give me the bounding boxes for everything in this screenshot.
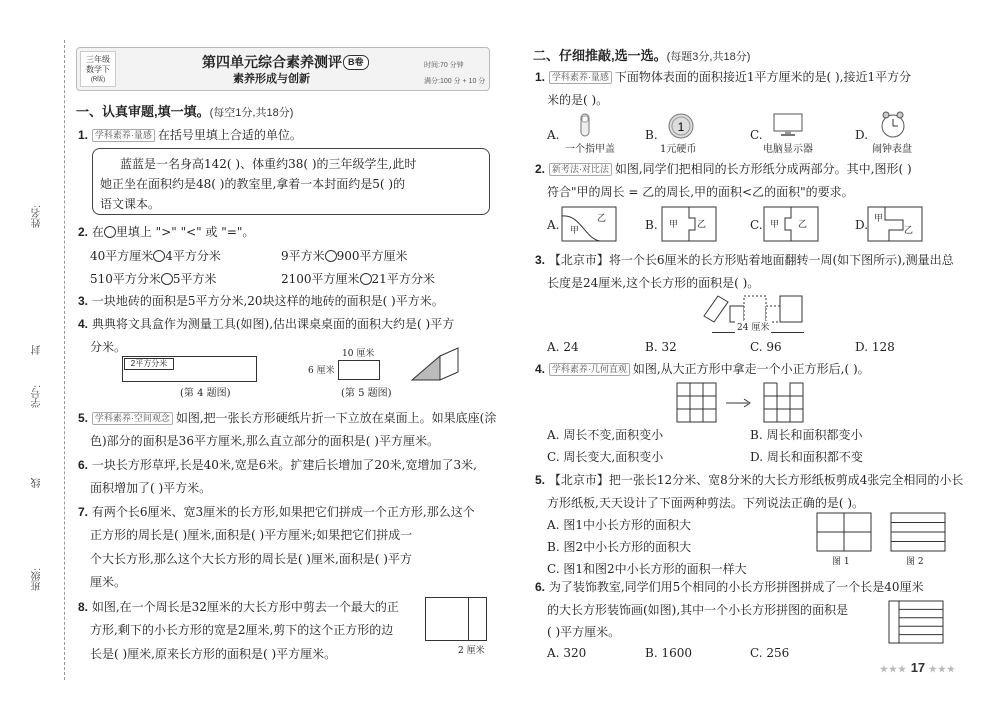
r6-line-3: ( )平方厘米。 (547, 625, 621, 639)
r1-tag: 学科素养·量感 (549, 71, 612, 84)
q2-item-1 (90, 249, 221, 264)
r6-option-a[interactable] (547, 646, 586, 661)
option-letter: B. (547, 540, 560, 554)
q3-number: 3. (78, 294, 89, 308)
q2-left: 40平方厘米 (90, 249, 154, 263)
star-decoration-icon: ★★★ (928, 664, 956, 674)
answer-circle[interactable] (153, 250, 165, 262)
q7-line-4: 厘米。 (90, 575, 127, 589)
r1-option-d[interactable] (855, 128, 868, 143)
q2-right: 21平方分米 (371, 272, 435, 286)
r1-line-1: 下面物体表面的面积接近1平方厘米的是( ),接近1平方分 (614, 70, 912, 84)
r2 (535, 162, 912, 177)
r5-figure-1 (816, 512, 872, 552)
option-letter: A. (547, 646, 560, 660)
option-letter: D. (750, 450, 764, 464)
q2-right: 900平方厘米 (336, 249, 408, 263)
arrow-right-icon (724, 396, 754, 410)
q4-line-1: 典典将文具盒作为测量工具(如图),估出课桌桌面的面积大约是( )平方 (91, 317, 455, 331)
r1-option-c[interactable] (750, 128, 763, 143)
r5 (535, 473, 963, 488)
fig4-caption: (第 4 题图) (180, 388, 231, 399)
q2-item-2 (281, 249, 408, 264)
r2-option-b[interactable]: B. (645, 218, 658, 232)
r4-option-b[interactable] (750, 428, 862, 443)
q3-text: 一块地砖的面积是5平方分米,20块这样的地砖的面积是( )平方米。 (91, 294, 444, 308)
fingernail-icon (575, 112, 595, 138)
option-value: 128 (871, 340, 895, 354)
option-value: 96 (766, 340, 782, 354)
yi-label: 乙 (904, 226, 914, 236)
pencil-case-rect: 2平方分米 (124, 358, 174, 370)
q2-pre: 在 (91, 225, 104, 239)
r2-option-a[interactable]: A. (547, 218, 560, 232)
grade-box (80, 51, 116, 87)
r4-number: 4. (535, 362, 546, 376)
q2-right: 4平方分米 (165, 249, 221, 263)
option-letter: C. (750, 128, 763, 142)
line-label: 线 (32, 478, 43, 488)
student-no-label: 学号: (32, 385, 43, 408)
r6-figure (888, 600, 944, 644)
r3-option-a[interactable] (547, 340, 579, 355)
r4-option-d[interactable] (750, 450, 863, 465)
r1-option-b[interactable] (645, 128, 658, 143)
q2-left: 9平方米 (281, 249, 325, 263)
r5-option-a[interactable] (547, 518, 691, 533)
q6-line-2: 面积增加了( )平方米。 (90, 481, 212, 495)
q2-item-3 (90, 272, 217, 287)
q7-line-3: 个大长方形,那么这个大长方形的周长是( )厘米,面积是( )平方 (90, 552, 412, 566)
option-value: 32 (661, 340, 677, 354)
q8-number: 8. (78, 600, 89, 614)
q7-line-2: 正方形的周长是( )厘米,面积是( )平方厘米;如果把它们拼成一 (90, 528, 413, 542)
option-letter: A. (547, 340, 560, 354)
r1-number: 1. (535, 70, 546, 84)
yi-label: 乙 (798, 220, 808, 230)
r2-line-1: 如图,同学们把相同的长方形纸分成两部分。其中,图形( ) (614, 162, 912, 176)
option-letter: B. (645, 646, 658, 660)
option-value: 周长和面积都变小 (766, 428, 863, 442)
r6-line-2: 的大长方形装饰画(如图),其中一个小长方形拼图的面积是 (547, 603, 849, 617)
q2-left: 2100平方厘米 (281, 272, 360, 286)
option-value: 24 (563, 340, 579, 354)
page-number (880, 660, 956, 675)
cardboard-rect (338, 360, 380, 380)
r1-option-b-label: 1元硬币 (660, 144, 697, 155)
q5-line-1: 如图,把一张长方形硬纸片折一下立放在桌面上。如果底座(涂 (175, 411, 497, 425)
answer-circle[interactable] (161, 273, 173, 285)
section1-title (76, 104, 293, 121)
section2-title-text: 二、仔细推敲,选一选。 (533, 48, 667, 63)
monitor-icon (772, 112, 804, 138)
page-number-value: 17 (910, 660, 926, 675)
r3-option-b[interactable] (645, 340, 677, 355)
seal-label: 封 (32, 345, 43, 355)
r5-number: 5. (535, 473, 546, 487)
star-decoration-icon: ★★★ (879, 664, 908, 674)
r5-line-2: 方形纸板,天天设计了下面两种剪法。下列说法正确的是( )。 (547, 496, 864, 510)
q1-tag: 学科素养·量感 (92, 129, 155, 142)
q1-story-line: 她正坐在面积约是48( )的教室里,拿着一本封面约是5( )的 (100, 177, 406, 191)
r3-region: 【北京市】 (548, 253, 609, 267)
option-value: 周长不变,面积变小 (563, 428, 664, 442)
option-value: 周长和面积都不变 (766, 450, 863, 464)
r2-number: 2. (535, 162, 546, 176)
q2 (78, 225, 254, 240)
r1 (535, 70, 911, 85)
r4-option-a[interactable] (547, 428, 663, 443)
option-letter: B. (645, 340, 658, 354)
q3 (78, 294, 444, 309)
q5-tag: 学科素养·空间观念 (92, 412, 173, 425)
r3-line-2: 长度是24厘米,这个长方形的面积是( )。 (547, 276, 760, 290)
option-letter: D. (855, 340, 869, 354)
r5-option-c[interactable] (547, 562, 747, 577)
option-letter: B. (750, 428, 763, 442)
option-letter: C. (750, 646, 763, 660)
grade: 三年级 (86, 55, 110, 64)
q1-story-line: 蓝蓝是一名身高142( )、体重约38( )的三年级学生,此时 (120, 157, 417, 171)
r4-option-c[interactable] (547, 450, 663, 465)
time-info: 时间:70 分钟 (424, 62, 464, 69)
fig2-label: 图 2 (906, 557, 924, 567)
r6 (535, 580, 924, 595)
q4 (78, 317, 454, 332)
r3-fig-label: 24 厘米 (735, 321, 771, 336)
q2-item-4 (281, 272, 435, 287)
q8-line-2: 方形,剩下的小长方形的宽是2厘米,剪下的这个正方形的边 (90, 623, 394, 637)
r3-number: 3. (535, 253, 546, 267)
q7 (78, 505, 475, 520)
q4-line-2: 分米。 (90, 340, 127, 354)
option-letter: C. (750, 340, 763, 354)
q8-line-3: 长是( )厘米,原来长方形的面积是( )平方厘米。 (90, 647, 337, 661)
option-value: 图2中小长方形的面积大 (563, 540, 692, 554)
r5-line-1: 把一张长12分米、宽8分米的大长方形纸板剪成4张完全相同的小长 (608, 473, 964, 487)
q6-line-1: 一块长方形草坪,长是40米,宽是6米。扩建后长增加了20米,宽增加了3米, (91, 458, 477, 472)
fig5-length: 10 厘米 (342, 349, 375, 359)
q7-line-1: 有两个长6厘米、宽3厘米的长方形,如果把它们拼成一个正方形,那么这个 (91, 505, 475, 519)
r1-option-a[interactable] (547, 128, 559, 143)
q1-text: 在括号里填上合适的单位。 (157, 128, 302, 142)
section2-title (533, 48, 750, 65)
q1-story-line: 语文课本。 (100, 197, 161, 211)
coin-icon (668, 113, 694, 139)
coin-value: 1 (677, 120, 685, 134)
q8-cut-line (468, 597, 469, 641)
alarm-clock-icon (879, 111, 907, 139)
r2-tag: 新考法·对比法 (549, 163, 612, 176)
section1-title-text: 一、认真审题,填一填。 (76, 104, 210, 119)
subject: 数学下 (86, 65, 110, 74)
q8-big-rect (425, 597, 487, 641)
jia-label: 甲 (770, 220, 780, 230)
r4-tag: 学科素养·几何直观 (549, 363, 630, 376)
name-label: 姓名: (32, 205, 43, 228)
r1-line-2: 米的是( )。 (547, 93, 609, 107)
q2-post: 里填上 ">" "<" 或 "="。 (115, 225, 255, 239)
r5-option-b[interactable] (547, 540, 691, 555)
q6 (78, 458, 477, 473)
yi-label: 乙 (697, 220, 707, 230)
q8-line-1: 如图,在一个周长是32厘米的大长方形中剪去一个最大的正 (91, 600, 399, 614)
option-letter: D. (855, 128, 869, 142)
r3-line-1: 将一个长6厘米的长方形贴着地面翻转一周(如下图所示),测量出总 (608, 253, 954, 267)
score-info: 满分:100 分 + 10 分 (424, 78, 486, 85)
option-letter: C. (547, 562, 560, 576)
fig5-width: 6 厘米 (308, 366, 335, 376)
q5-line-2: 色)部分的面积是36平方厘米,那么直立部分的面积是( )平方厘米。 (90, 434, 439, 448)
option-value: 320 (563, 646, 587, 660)
r2-option-d[interactable]: D. (855, 218, 869, 232)
r1-option-d-label: 闹钟表盘 (872, 144, 912, 155)
r4-text: 如图,从大正方形中拿走一个小正方形后,( )。 (632, 362, 870, 376)
edition: (R版) (90, 77, 106, 83)
q2-number: 2. (78, 225, 89, 239)
r6-number: 6. (535, 580, 546, 594)
q6-number: 6. (78, 458, 89, 472)
q4-number: 4. (78, 317, 89, 331)
q2-left: 510平方分米 (90, 272, 161, 286)
r1-option-c-label: 电脑显示器 (763, 144, 813, 155)
page-title: 第四单元综合素养测评 (202, 54, 342, 70)
option-letter: A. (547, 128, 560, 142)
answer-circle[interactable] (360, 273, 372, 285)
fig5-caption: (第 5 题图) (341, 388, 392, 399)
q5-number: 5. (78, 411, 89, 425)
r3 (535, 253, 954, 268)
option-letter: C. (547, 450, 560, 464)
option-letter: B. (645, 128, 658, 142)
q1-number: 1. (78, 128, 89, 142)
r5-figure-2 (890, 512, 946, 552)
q2-right: 5平方米 (172, 272, 217, 286)
r5-region: 【北京市】 (548, 473, 609, 487)
r3-option-c[interactable] (750, 340, 782, 355)
q5 (78, 411, 496, 426)
badge: B卷 (343, 55, 369, 70)
option-value: 图1中小长方形的面积大 (563, 518, 691, 532)
r3-option-d[interactable] (855, 340, 895, 355)
folded-card-figure (410, 346, 460, 382)
fig1-label: 图 1 (832, 557, 850, 567)
option-value: 周长变大,面积变小 (563, 450, 664, 464)
r6-option-b[interactable] (645, 646, 692, 661)
r2-option-c[interactable]: C. (750, 218, 763, 232)
section1-note: (每空1分,共18分) (209, 107, 294, 119)
binding-line (64, 40, 65, 680)
jia-label: 甲 (669, 220, 679, 230)
r1-option-a-label: 一个指甲盖 (565, 144, 615, 155)
r6-line-1: 为了装饰教室,同学们用5个相同的小长方形拼图拼成了一个长是40厘米 (548, 580, 924, 594)
class-label: 班级: (32, 568, 43, 591)
subtitle: 素养形成与创新 (233, 73, 310, 85)
answer-circle[interactable] (325, 250, 337, 262)
section2-note: (每题3分,共18分) (666, 51, 751, 63)
q1 (78, 128, 302, 143)
r4-square-before (676, 382, 718, 424)
q8-fig-label: 2 厘米 (458, 646, 485, 656)
r4-square-after (763, 382, 805, 424)
option-value: 图1和图2中小长方形的面积一样大 (563, 562, 747, 576)
r2-line-2: 符合"甲的周长 = 乙的周长,甲的面积<乙的面积"的要求。 (547, 185, 854, 199)
option-letter: A. (547, 518, 560, 532)
option-letter: A. (547, 428, 560, 442)
r4 (535, 362, 870, 377)
option-value: 256 (766, 646, 790, 660)
yi-label: 乙 (597, 214, 607, 224)
q8 (78, 600, 399, 615)
jia-label: 甲 (874, 214, 884, 224)
jia-label: 甲 (570, 226, 580, 236)
option-value: 1600 (661, 646, 693, 660)
q7-number: 7. (78, 505, 89, 519)
r6-option-c[interactable] (750, 646, 789, 661)
compare-circle (104, 226, 116, 238)
